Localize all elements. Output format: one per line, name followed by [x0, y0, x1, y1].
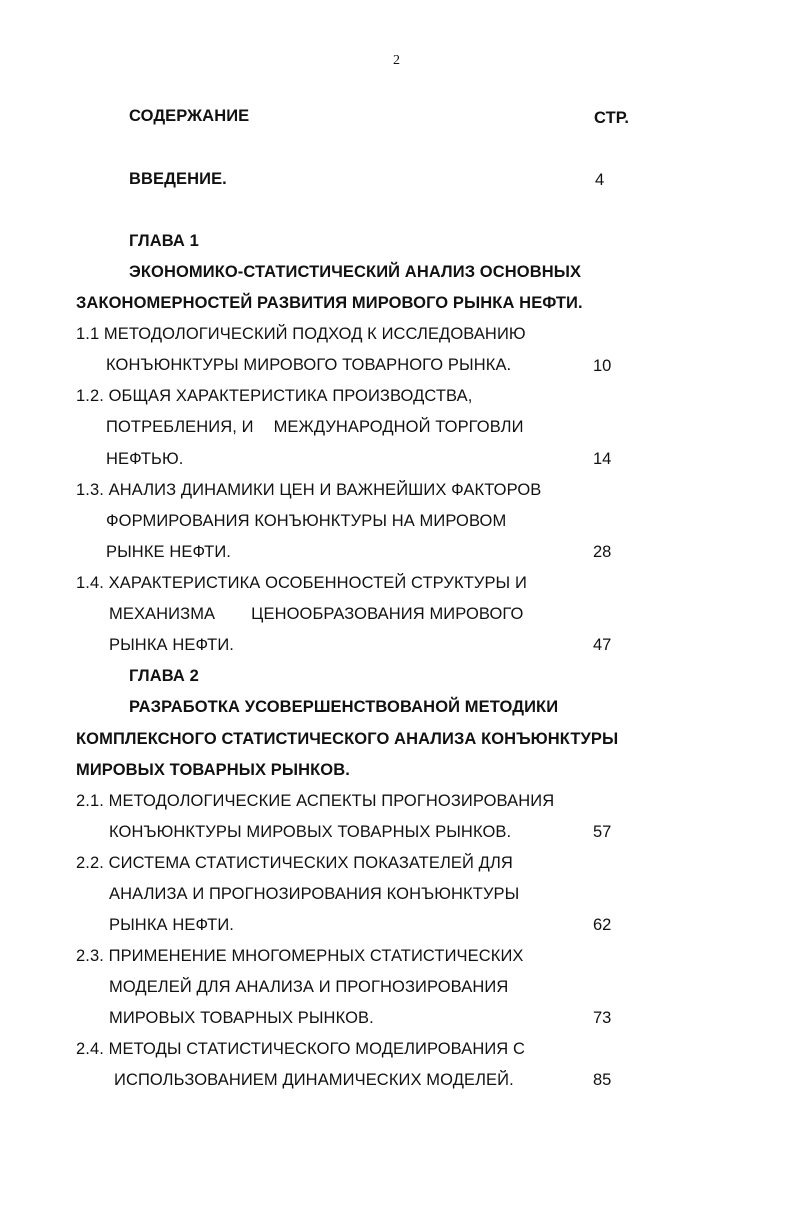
- toc-entry-2-1-page: 57: [593, 823, 612, 841]
- toc-entry-2-2-line-1: 2.2. СИСТЕМА СТАТИСТИЧЕСКИХ ПОКАЗАТЕЛЕЙ ДЛЯ: [76, 854, 513, 872]
- page-number: 2: [393, 53, 400, 68]
- toc-entry-2-1-line-1: 2.1. МЕТОДОЛОГИЧЕСКИЕ АСПЕКТЫ ПРОГНОЗИРОВАНИЯ: [76, 792, 555, 810]
- toc-title: СОДЕРЖАНИЕ: [129, 107, 250, 125]
- toc-entry-1-3-page: 28: [593, 543, 612, 561]
- toc-entry-1-4-line-2: [109, 604, 523, 624]
- toc-entry-2-4-line-2: ИСПОЛЬЗОВАНИЕМ ДИНАМИЧЕСКИХ МОДЕЛЕЙ.: [114, 1071, 514, 1089]
- toc-entry-1-4-line-2a: МЕХАНИЗМА: [109, 605, 216, 623]
- toc-entry-1-3-line-2: ФОРМИРОВАНИЯ КОНЪЮНКТУРЫ НА МИРОВОМ: [106, 512, 507, 530]
- toc-entry-1-1-line-2: КОНЪЮНКТУРЫ МИРОВОГО ТОВАРНОГО РЫНКА.: [106, 356, 512, 374]
- page-column-header: СТР.: [594, 109, 630, 127]
- toc-entry-1-4-line-2b: ЦЕНООБРАЗОВАНИЯ МИРОВОГО: [251, 605, 524, 623]
- toc-entry-1-1-page: 10: [593, 357, 612, 375]
- chapter-2-title-line-2: КОМПЛЕКСНОГО СТАТИСТИЧЕСКОГО АНАЛИЗА КОНЪЮНКТУРЫ: [76, 730, 619, 748]
- toc-intro-page: 4: [595, 171, 605, 189]
- chapter-2-title-line-3: МИРОВЫХ ТОВАРНЫХ РЫНКОВ.: [76, 761, 350, 779]
- toc-entry-2-3-page: 73: [593, 1009, 612, 1027]
- toc-entry-1-1-line-1: 1.1 МЕТОДОЛОГИЧЕСКИЙ ПОДХОД К ИССЛЕДОВАНИЮ: [76, 325, 526, 343]
- toc-entry-1-2-line-2: [106, 417, 524, 437]
- chapter-1-label: ГЛАВА 1: [129, 232, 199, 250]
- chapter-2-title-line-1: РАЗРАБОТКА УСОВЕРШЕНСТВОВАНОЙ МЕТОДИКИ: [129, 698, 559, 716]
- toc-entry-1-2-line-3: НЕФТЬЮ.: [106, 450, 184, 468]
- chapter-2-label: ГЛАВА 2: [129, 667, 199, 685]
- toc-entry-1-3-line-1: 1.3. АНАЛИЗ ДИНАМИКИ ЦЕН И ВАЖНЕЙШИХ ФАКТОРОВ: [76, 481, 542, 499]
- toc-entry-2-3-line-3: МИРОВЫХ ТОВАРНЫХ РЫНКОВ.: [109, 1009, 374, 1027]
- chapter-1-title-line-2: ЗАКОНОМЕРНОСТЕЙ РАЗВИТИЯ МИРОВОГО РЫНКА НЕФТИ.: [76, 294, 583, 312]
- toc-entry-1-4-line-3: РЫНКА НЕФТИ.: [109, 636, 234, 654]
- toc-entry-2-1-line-2: КОНЪЮНКТУРЫ МИРОВЫХ ТОВАРНЫХ РЫНКОВ.: [109, 823, 512, 841]
- toc-entry-2-4-page: 85: [593, 1071, 612, 1089]
- toc-entry-1-2-line-1: 1.2. ОБЩАЯ ХАРАКТЕРИСТИКА ПРОИЗВОДСТВА,: [76, 387, 473, 405]
- toc-entry-1-2-line-2b: МЕЖДУНАРОДНОЙ ТОРГОВЛИ: [273, 418, 524, 436]
- toc-entry-1-4-line-1: 1.4. ХАРАКТЕРИСТИКА ОСОБЕННОСТЕЙ СТРУКТУРЫ И: [76, 574, 527, 592]
- toc-entry-2-2-page: 62: [593, 916, 612, 934]
- toc-entry-1-4-page: 47: [593, 636, 612, 654]
- toc-entry-2-2-line-2: АНАЛИЗА И ПРОГНОЗИРОВАНИЯ КОНЪЮНКТУРЫ: [109, 885, 520, 903]
- toc-entry-2-3-line-1: 2.3. ПРИМЕНЕНИЕ МНОГОМЕРНЫХ СТАТИСТИЧЕСКИХ: [76, 947, 524, 965]
- toc-intro-label: ВВЕДЕНИЕ.: [129, 170, 227, 188]
- toc-entry-1-2-line-2a: ПОТРЕБЛЕНИЯ, И: [106, 418, 254, 436]
- toc-entry-2-4-line-1: 2.4. МЕТОДЫ СТАТИСТИЧЕСКОГО МОДЕЛИРОВАНИЯ С: [76, 1040, 526, 1058]
- toc-entry-1-2-page: 14: [593, 450, 612, 468]
- toc-entry-2-3-line-2: МОДЕЛЕЙ ДЛЯ АНАЛИЗА И ПРОГНОЗИРОВАНИЯ: [109, 978, 509, 996]
- toc-entry-2-2-line-3: РЫНКА НЕФТИ.: [109, 916, 234, 934]
- chapter-1-title-line-1: ЭКОНОМИКО-СТАТИСТИЧЕСКИЙ АНАЛИЗ ОСНОВНЫХ: [129, 263, 582, 281]
- toc-entry-1-3-line-3: РЫНКЕ НЕФТИ.: [106, 543, 231, 561]
